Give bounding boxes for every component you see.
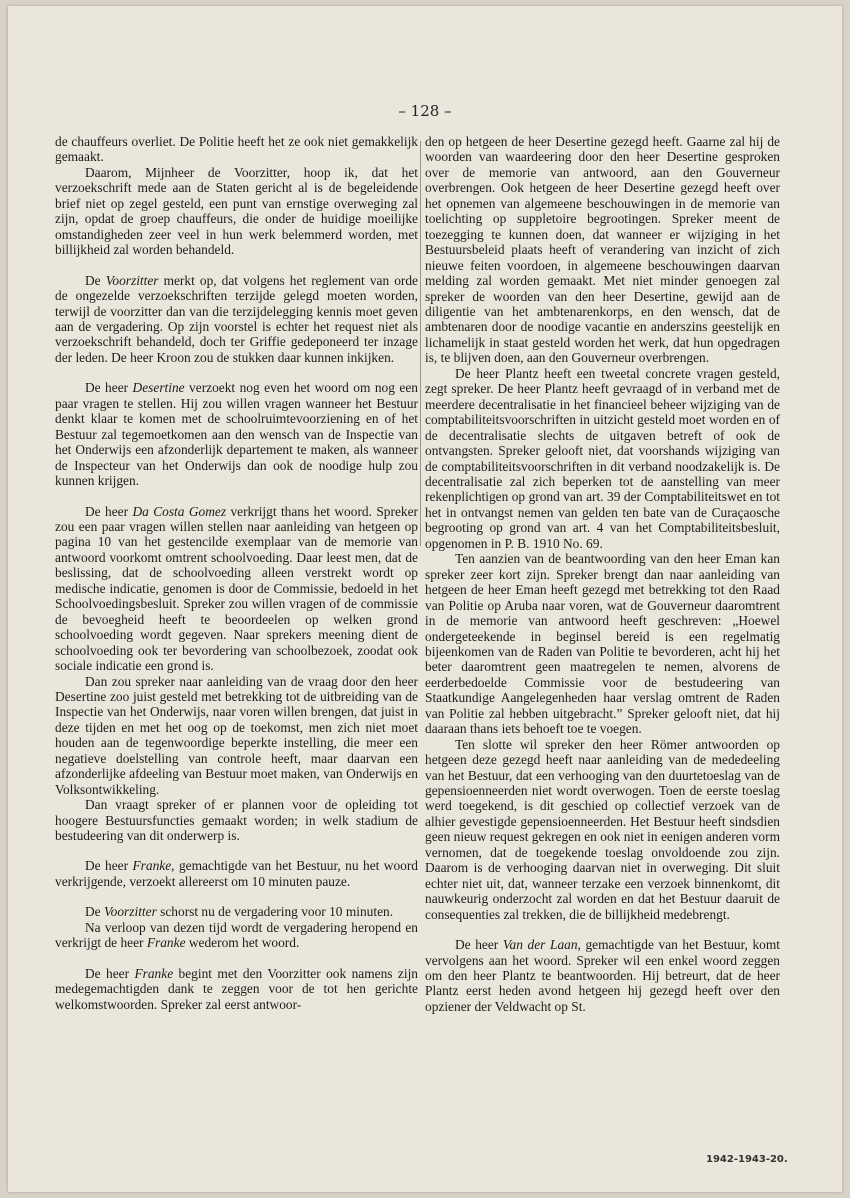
speaker-name: Franke: [132, 858, 172, 874]
paragraph: [55, 858, 418, 889]
paragraph-text: schorst nu de vergadering voor 10 minuten.: [156, 904, 394, 920]
paragraph-text: begint met den Voorzitter ook namens zijn medegemachtigden dank te zeggen voor de tot hen gerichte welkomstwoorden. Spreker zal eerst antwoor-: [55, 965, 418, 1012]
paragraph-text: Ten slotte wil spreker den heer Römer antwoorden op hetgeen deze gezegd heeft naar aanleiding van de mededeeling van het Bestuur, dat een verhooging van den duurtetoeslag van de gepensioenneerden niet wordt overwogen. Toen de eerste toeslag werd toegekend, is dit geschied op collectief verzoek van de alhier gevestigde gepensioenneerden. Het Bestuur heeft sindsdien geen nieuw request gekregen en ook niet in eenigen anderen vorm vernomen, dat de toegekende toeslag onvoldoende zou zijn. Daarom is de verhooging daarvan niet in overweging. Dit sluit echter niet uit, dat, wanneer terzake een verzoek binnenkomt, dit nauwkeurig onderzocht zal worden en dat het Bestuur daaruit de consequenties zal trekken, die de billijkheid medebrengt.: [425, 736, 780, 922]
paragraph-text: merkt op, dat volgens het reglement van orde de ongezelde verzoekschriften terzijde gelegd moeten worden, terwijl de voorzitter dan van die terzijdelegging kennis moet geven aan de vergadering. Op zijn voorstel is echter het request niet als verzoekschrift behandeld, doch ter Griffie gedeponeerd ter inzage der leden. De heer Kroon zou de stukken daar kunnen inkijken.: [55, 272, 419, 365]
paragraph: [55, 797, 418, 843]
left-column: [55, 134, 418, 1012]
speaker-name: Voorzitter: [103, 904, 157, 920]
right-column: [425, 134, 780, 1014]
paragraph-text: Daarom, Mijnheer de Voorzitter, hoop ik, dat het verzoekschrift mede aan de Staten gericht al is de begeleidende brief niet op zegel gesteld, een punt van ernstige overweging zal zijn, opdat de groep chauffeurs, die onder de huidige moeilijke omstandigheden zeer veel in hun werk belemmerd worden, met billijkheid zal worden behandeld.: [55, 164, 418, 258]
paragraph: [55, 920, 418, 951]
paragraph-text: den op hetgeen de heer Desertine gezegd heeft. Gaarne zal hij de woorden van waardeering door den heer Desertine gesproken over de memorie van antwoord, aan den Gouverneur overbrengen. Ook hetgeen de heer Desertine gezegd heeft over het opnemen van algemeene beschouwingen in de memorie van toelichting op suppletoire begrootingen. Spreker meent de toezegging te kunnen doen, dat wanneer er wijziging in het Bestuursbeleid plaats heeft of verandering van inzicht of zich nieuwe feiten voordoen, in algemeene beschouwingen daarvan melding zal worden gemaakt. Met niet minder genoegen zal spreker de woorden van den heer Desertine, gewijd aan de diligentie van het ambtenarenkorps, en den wensch, dat de ambtenaren door de noodige vacantie en anderszins geestelijk en lichamelijk in staat gesteld worden het werk, dat hun opgedragen is, te blijven doen, aan den Gouverneur overbrengen.: [425, 134, 780, 366]
paragraph: [55, 273, 418, 366]
paragraph-text: verkrijgt thans het woord. Spreker zou een paar vragen willen stellen naar aanleiding van hetgeen op pagina 10 van het gestencilde exemplaar van de memorie van antwoord voorkomt omtrent schoolvoeding. Daar leest men, dat de beslissing, dat de schoolvoeding alleen verstrekt wordt op medische indicatie, genomen is door de Commissie, bedoeld in het Schoolvoedingsbesluit. Spreker zou willen vragen of de commissie de bevoegheid heeft te beoordeelen op welken grond schoolvoeding wordt gegeven. Naar sprekers meening dient de schoolvoeding ook ter bevordering van schoolbezoek, zoodat ook sociale indicatie een grond is.: [55, 503, 418, 674]
paragraph-text: De: [85, 904, 104, 920]
page-number: – 128 –: [398, 102, 452, 120]
paragraph-text: De heer: [85, 380, 133, 396]
paragraph: [425, 937, 780, 1014]
paragraph-text: De: [85, 272, 106, 288]
paragraph: [425, 551, 780, 736]
footer-reference: 1942-1943-20.: [706, 1154, 788, 1165]
paragraph-text: De heer Plantz heeft een tweetal concrete vragen gesteld, zegt spreker. De heer Plantz heeft gevraagd of in verband met de meerdere decentralisatie in het financieel beheer wijziging van de comptabiliteitsvoorschriften in uitzicht gesteld moet worden en of de decentralisatie slechts de uitgaven betreft of ook de ontvangsten. Spreker gelooft niet, dat voorshands wijziging van de comptabiliteitsvoorschriften in dit verband noodzakelijk is. De decentralisatie zal zich beperken tot de aanstelling van meer rekenplichtigen op grond van art. 39 der Comptabiliteitswet en tot het in ontvangst nemen van gelden ten bate van de Curaçaosche begrooting op grond van art. 4 van het Comptabiliteitsbesluit, opgenomen in P. B. 1910 No. 69.: [425, 365, 780, 551]
paragraph-text: , gemachtigde van het Bestuur, komt vervolgens aan het woord. Spreker wil een enkel woord zeggen om den heer Plantz te beantwoorden. Hij betreurt, dat de heer Plantz eerst heden avond hetgeen hij gezegd heeft over den opziener der Veldwacht op St.: [425, 937, 780, 1014]
paragraph-text: De heer: [85, 858, 133, 874]
paragraph: [425, 366, 780, 551]
paragraph-text: , gemachtigde van het Bestuur, nu het woord verkrijgende, verzoekt allereerst om 10 minuten pauze.: [55, 858, 418, 889]
paragraph-text: Dan vraagt spreker of er plannen voor de opleiding tot hoogere Bestuursfuncties gemaakt worden; in welk stadium de bestudeering van dit onderwerp is.: [55, 797, 418, 844]
paragraph-text: Dan zou spreker naar aanleiding van de vraag door den heer Desertine zoo juist gesteld met betrekking tot de uitbreiding van de Inspectie van het Onderwijs, naar voren willen brengen, dat juist in deze tijden en met het oog op de toekomst, men zich niet moet houden aan de tegenwoordige beperkte instelling, die meer een negatieve doelstelling van controle heeft, maar daarvan een afzonderlijke afdeeling van Bestuur moet maken, van Onderwijs en Volksontwikkeling.: [55, 673, 418, 797]
paragraph: [55, 165, 418, 258]
paragraph-text: De heer: [85, 503, 133, 519]
paragraph-text: Na verloop van dezen tijd wordt de vergadering heropend en verkrijgt de heer: [55, 919, 418, 951]
column-divider: [420, 141, 421, 546]
paragraph: [425, 737, 780, 922]
paragraph: [55, 674, 418, 798]
paragraph-text: de chauffeurs overliet. De Politie heeft het ze ook niet gemakkelijk gemaakt.: [55, 134, 418, 165]
paragraph-text: verzoekt nog even het woord om nog een paar vragen te stellen. Hij zou willen vragen wanneer het Bestuur denkt klaar te komen met de schoolruimtevoorziening en of het Bestuur zal tegemoetkomen aan den wensch van de Inspectie van het Onderwijs een afzonderlijk departement te maken, als wanneer de Inspecteur van het Onderwijs dan ook de noodige hulp zou kunnen krijgen.: [55, 380, 418, 489]
paragraph: [425, 134, 780, 366]
paragraph-text: De heer: [85, 965, 135, 981]
paragraph: [55, 966, 418, 1012]
paragraph: [55, 904, 418, 919]
speaker-name: Franke: [146, 935, 186, 951]
paragraph-text: wederom het woord.: [185, 935, 300, 951]
paragraph: [55, 504, 418, 674]
speaker-name: Franke: [134, 965, 174, 981]
paragraph-text: Ten aanzien van de beantwoording van den heer Eman kan spreker zeer kort zijn. Spreker brengt dan naar aanleiding van hetgeen de heer Eman heeft gezegd met betrekking tot den Raad van Politie op Aruba naar voren, wat de Gouverneur daaromtrent in de memorie van antwoord heeft geschreven: „Hoewel ondergeteekende in beginsel bereid is een regelmatig bijeenkomen van de Raden van Politie te bevorderen, acht hij het beter daaromtrent geen maatregelen te nemen, alvorens de eerderbedoelde Commissie voor de bestudeering van Staatkundige Aangelegenheden haar verslag omtrent de Raden van Politie zal hebben uitgebracht.” Spreker gelooft niet, dat hij daaraan thans iets behoeft toe te voegen.: [425, 551, 780, 737]
paragraph: [55, 134, 418, 165]
speaker-name: Da Costa Gomez: [132, 503, 227, 519]
speaker-name: Voorzitter: [105, 272, 159, 288]
paragraph: [55, 380, 418, 488]
paragraph-text: De heer: [455, 937, 503, 953]
speaker-name: Van der Laan: [502, 937, 578, 953]
document-page: [8, 6, 842, 1192]
speaker-name: Desertine: [132, 380, 185, 396]
